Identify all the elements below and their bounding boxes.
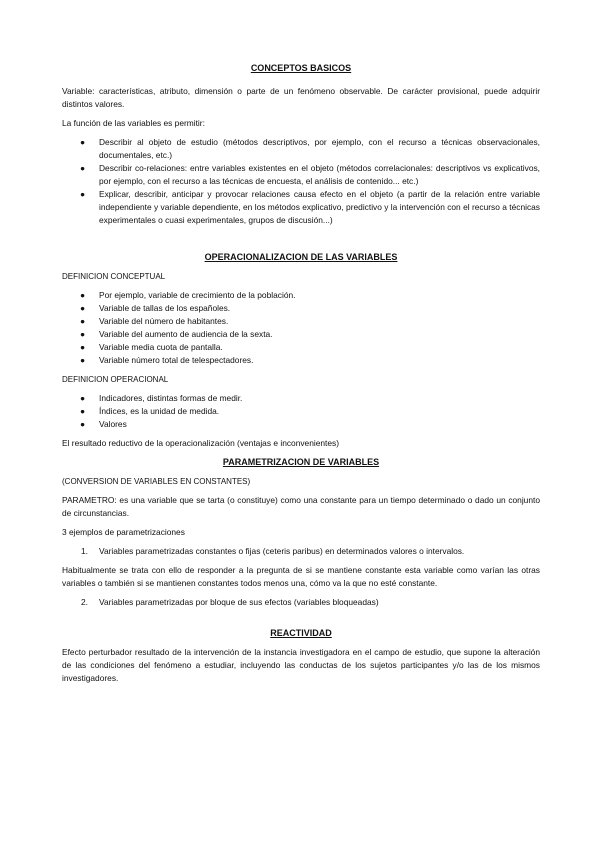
list-item-text: Explicar, describir, anticipar y provocar relaciones causa efecto en el objeto (a partir de la relación entre variable independiente y variable dependiente, en los métodos explicativo, predictivo y la intervención con el recurso a técnicas experimentales o cuasi experimentales, grupos de discusión...) bbox=[99, 189, 540, 225]
list-item bbox=[62, 405, 540, 418]
reactividad-text: Efecto perturbador resultado de la intervención de la instancia investigadora en el campo de estudio, que supone la alteración de las condiciones del fenómeno a estudiar, incluyendo las conductas de los sujetos participantes y/o las de los mismos investigadores. bbox=[62, 647, 540, 683]
list-item-text: Índices, es la unidad de medida. bbox=[99, 406, 220, 416]
list-item bbox=[62, 162, 540, 188]
list-item bbox=[62, 354, 540, 367]
section-title-reactividad: REACTIVIDAD bbox=[270, 628, 332, 638]
bullet-icon: ● bbox=[80, 163, 86, 173]
list-item-text: Variable del aumento de audiencia de la sexta. bbox=[99, 329, 273, 339]
list-item-text: Variable número total de telespectadores. bbox=[99, 355, 254, 365]
bullet-icon: ● bbox=[80, 290, 86, 300]
variable-definition: Variable: características, atributo, dimensión o parte de un fenómeno observable. De carácter provisional, puede adquirir distintos valores. bbox=[62, 86, 540, 109]
list-number: 1. bbox=[81, 546, 88, 556]
list-number: 2. bbox=[81, 597, 88, 607]
list-item bbox=[62, 392, 540, 405]
bullet-icon: ● bbox=[80, 406, 86, 416]
list-item bbox=[62, 418, 540, 431]
bullet-icon: ● bbox=[80, 303, 86, 313]
bullet-icon: ● bbox=[80, 342, 86, 352]
section-title-conceptos-basicos: CONCEPTOS BASICOS bbox=[250, 63, 352, 73]
list-item bbox=[62, 328, 540, 341]
bullet-icon: ● bbox=[80, 355, 86, 365]
list-item-text: Describir al objeto de estudio (métodos descriptivos, por ejemplo, con el recurso a técnicas observacionales, documentales, etc.) bbox=[99, 137, 540, 160]
list-item bbox=[62, 188, 540, 227]
conceptual-heading: DEFINICION CONCEPTUAL bbox=[62, 272, 166, 281]
operationalization-result: El resultado reductivo de la operacionalización (ventajas e inconvenientes) bbox=[62, 438, 340, 448]
section-title-parametrizacion: PARAMETRIZACION DE VARIABLES bbox=[222, 457, 380, 467]
section-title-operacionalizacion: OPERACIONALIZACION DE LAS VARIABLES bbox=[204, 252, 398, 262]
operational-heading: DEFINICION OPERACIONAL bbox=[62, 375, 169, 384]
conceptual-list bbox=[62, 289, 540, 367]
bullet-icon: ● bbox=[80, 137, 86, 147]
list-item-text: Por ejemplo, variable de crecimiento de la población. bbox=[99, 290, 296, 300]
parametrizacion-subtitle: (CONVERSION DE VARIABLES EN CONSTANTES) bbox=[62, 477, 251, 486]
habitual-explanation: Habitualmente se trata con ello de responder a la pregunta de si se mantiene constante esta variable como varían las otras variables o también si se mantienen constantes todos menos una, cómo va la que no esté constante. bbox=[62, 565, 540, 588]
list-item bbox=[62, 341, 540, 354]
list-item-text: Valores bbox=[99, 419, 127, 429]
parametrization-list-1 bbox=[62, 545, 540, 558]
function-list bbox=[62, 136, 540, 227]
list-item bbox=[62, 545, 540, 558]
bullet-icon: ● bbox=[80, 393, 86, 403]
bullet-icon: ● bbox=[80, 419, 86, 429]
list-item-text: Variables parametrizadas por bloque de sus efectos (variables bloqueadas) bbox=[99, 597, 379, 607]
list-item-text: Indicadores, distintas formas de medir. bbox=[99, 393, 243, 403]
page-content bbox=[62, 62, 540, 685]
bullet-icon: ● bbox=[80, 329, 86, 339]
bullet-icon: ● bbox=[80, 189, 86, 199]
list-item-text: Variables parametrizadas constantes o fijas (ceteris paribus) en determinados valores o intervalos. bbox=[99, 546, 465, 556]
function-intro: La función de las variables es permitir: bbox=[62, 118, 205, 128]
list-item bbox=[62, 315, 540, 328]
parametro-definition: PARAMETRO: es una variable que se tarta (o constituye) como una constante para un tiempo determinado o dado un conjunto de circunstancias. bbox=[62, 495, 540, 518]
bullet-icon: ● bbox=[80, 316, 86, 326]
list-item-text: Describir co-relaciones: entre variables existentes en el objeto (métodos correlacionales: descriptivos vs explicativos, por ejemplo, con el recurso a las técnicas de encuesta, el análisis de contenido... etc.) bbox=[99, 163, 540, 186]
list-item bbox=[62, 302, 540, 315]
list-item bbox=[62, 136, 540, 162]
parametrization-list-2 bbox=[62, 596, 540, 609]
list-item-text: Variable de tallas de los españoles. bbox=[99, 303, 231, 313]
examples-intro: 3 ejemplos de parametrizaciones bbox=[62, 527, 185, 537]
list-item bbox=[62, 289, 540, 302]
list-item-text: Variable media cuota de pantalla. bbox=[99, 342, 223, 352]
list-item-text: Variable del número de habitantes. bbox=[99, 316, 229, 326]
list-item bbox=[62, 596, 540, 609]
operational-list bbox=[62, 392, 540, 431]
